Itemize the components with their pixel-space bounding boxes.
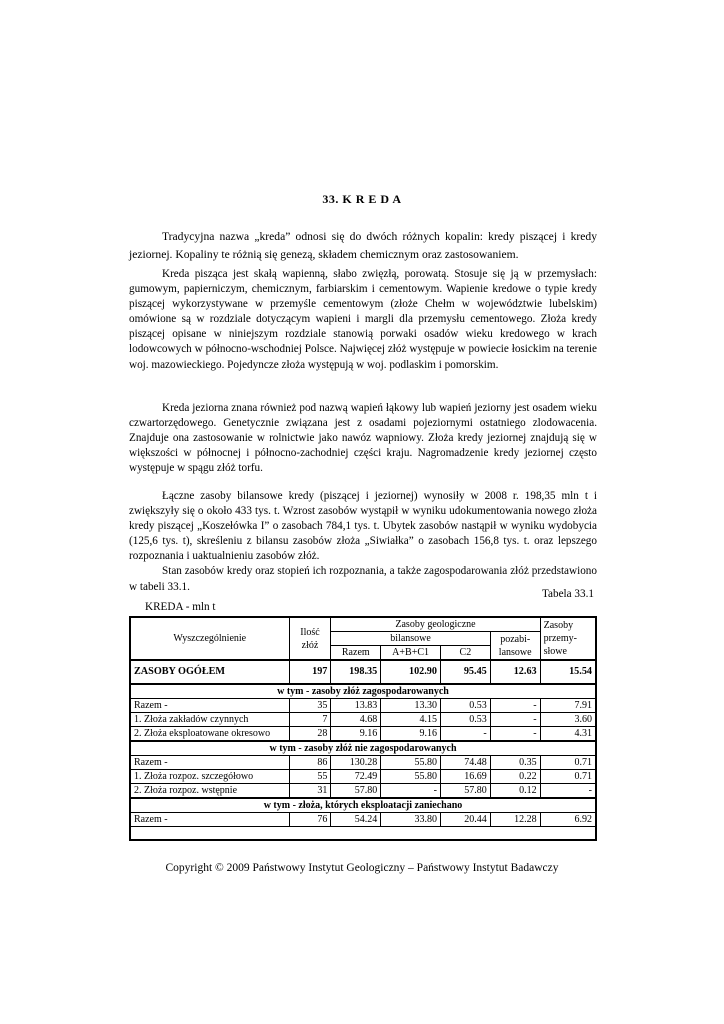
table-cell: 1. Złoża zakładów czynnych bbox=[130, 713, 289, 727]
table-cell: 0.53 bbox=[440, 713, 490, 727]
table-cell: 12.28 bbox=[490, 813, 540, 827]
table-spacer-row bbox=[130, 827, 596, 841]
section-title: w tym - zasoby złóż nie zagospodarowanych bbox=[130, 741, 596, 756]
table-cell: 130.28 bbox=[331, 756, 381, 770]
table-row bbox=[130, 756, 596, 770]
table-number: Tabela 33.1 bbox=[541, 588, 594, 600]
page-title: 33. K R E D A bbox=[322, 192, 402, 206]
table-cell: 1. Złoża rozpoz. szczegółowo bbox=[130, 770, 289, 784]
table-cell: 12.63 bbox=[490, 660, 540, 684]
header-pozabilansowe: pozabi- lansowe bbox=[490, 632, 540, 661]
table-cell: 9.16 bbox=[331, 727, 381, 742]
table-cell: 6.92 bbox=[540, 813, 596, 827]
table-cell: 35 bbox=[289, 699, 331, 713]
table-cell: 15.54 bbox=[540, 660, 596, 684]
header-abc1: A+B+C1 bbox=[381, 646, 441, 661]
table-cell: 55.80 bbox=[381, 756, 441, 770]
table-row bbox=[130, 713, 596, 727]
table-cell: 31 bbox=[289, 784, 331, 799]
table-cell: 74.48 bbox=[440, 756, 490, 770]
table-header-row bbox=[130, 617, 596, 632]
section-heading-row bbox=[130, 741, 596, 756]
table-cell: - bbox=[490, 713, 540, 727]
table-cell: 16.69 bbox=[440, 770, 490, 784]
table-cell: 57.80 bbox=[331, 784, 381, 799]
paragraph-writing-chalk: Kreda pisząca jest skałą wapienną, słabo zwięzłą, porowatą. Stosuje się ją w przemysłach: gumowym, papierniczym, chemicznym, farbiarskim i cementowym. Wapienie kredowe o typie kredy piszącej wykorzystywane w przemyśle cementowym (złoże Chełm w województwie lubelskim) omówione są w rozdziale dotyczącym wapieni i margli dla przemysłu cementowego. Złoża kredy piszącej opisane w niniejszym rozdziale stanowią porwaki osadów wieku kredowego w krach lodowcowych w północno-wschodniej Polsce. Najwięcej złóż występuje w powiecie łosickim na terenie woj. mazowieckiego. Pojedyncze złoża występują w woj. podlaskim i pomorskim. bbox=[129, 268, 597, 371]
table-cell: 7.91 bbox=[540, 699, 596, 713]
header-bilansowe: bilansowe bbox=[331, 632, 490, 646]
table-row bbox=[130, 813, 596, 827]
table-cell: - bbox=[490, 699, 540, 713]
section-title: w tym - złoża, których eksploatacji zaniechano bbox=[130, 798, 596, 813]
table-cell: 3.60 bbox=[540, 713, 596, 727]
table-cell: 20.44 bbox=[440, 813, 490, 827]
table-unit-caption: KREDA - mln t bbox=[145, 601, 216, 613]
copyright-footer: Copyright © 2009 Państwowy Instytut Geologiczny – Państwowy Instytut Badawczy bbox=[165, 862, 559, 874]
table-cell: Razem - bbox=[130, 813, 289, 827]
table-cell: 0.35 bbox=[490, 756, 540, 770]
table-cell: 198.35 bbox=[331, 660, 381, 684]
table-cell: 2. Złoża rozpoz. wstępnie bbox=[130, 784, 289, 799]
header-zasoby-przemyslowe: Zasoby przemy- słowe bbox=[540, 617, 596, 660]
table-cell: 2. Złoża eksploatowane okresowo bbox=[130, 727, 289, 742]
table-row bbox=[130, 699, 596, 713]
resources-table bbox=[129, 616, 597, 841]
paragraph-lake-chalk: Kreda jeziorna znana również pod nazwą wapień łąkowy lub wapień jeziorny jest osadem wieku czwartorzędowego. Genetycznie związana jest z osadami pojeziornymi ostatniego zlodowacenia. Znajduje ona zastosowanie w rolnictwie jako nawóz wapniowy. Złoża kredy jeziornej znajdują się w większości w północnej i północno-zachodniej części kraju. Nagromadzenie kredy jeziornej często występuje w spągu złóż torfu. bbox=[129, 402, 597, 475]
table-cell: ZASOBY OGÓŁEM bbox=[130, 660, 289, 684]
table-cell: 0.53 bbox=[440, 699, 490, 713]
table-cell: Razem - bbox=[130, 699, 289, 713]
table-cell: 33.80 bbox=[381, 813, 441, 827]
table-cell: 0.71 bbox=[540, 770, 596, 784]
table-spacer bbox=[130, 827, 596, 841]
table-cell: 0.71 bbox=[540, 756, 596, 770]
table-cell: 4.68 bbox=[331, 713, 381, 727]
table-cell: 57.80 bbox=[440, 784, 490, 799]
table-cell: 0.22 bbox=[490, 770, 540, 784]
table-cell: 0.12 bbox=[490, 784, 540, 799]
table-cell: - bbox=[540, 784, 596, 799]
table-cell: 4.15 bbox=[381, 713, 441, 727]
section-heading-row bbox=[130, 684, 596, 699]
table-cell: 4.31 bbox=[540, 727, 596, 742]
header-zasoby-geologiczne: Zasoby geologiczne bbox=[331, 617, 540, 632]
header-ilosc: Ilość złóż bbox=[289, 617, 331, 660]
table-row bbox=[130, 770, 596, 784]
section-title: w tym - zasoby złóż zagospodarowanych bbox=[130, 684, 596, 699]
table-cell: 9.16 bbox=[381, 727, 441, 742]
header-wyszczegolnienie: Wyszczególnienie bbox=[130, 617, 289, 660]
table-cell: 28 bbox=[289, 727, 331, 742]
header-razem: Razem bbox=[331, 646, 381, 661]
table-cell: 72.49 bbox=[331, 770, 381, 784]
table-cell: 197 bbox=[289, 660, 331, 684]
table-cell: - bbox=[490, 727, 540, 742]
table-cell: 13.83 bbox=[331, 699, 381, 713]
header-c2: C2 bbox=[440, 646, 490, 661]
table-cell: 13.30 bbox=[381, 699, 441, 713]
table-cell: 7 bbox=[289, 713, 331, 727]
paragraph-resources: Łączne zasoby bilansowe kredy (piszącej i jeziornej) wynosiły w 2008 r. 198,35 mln t i zwiększyły się o około 433 tys. t. Wzrost zasobów wystąpił w wyniku udokumentowania nowego złoża kredy piszącej „Koszełówka I” o zasobach 784,1 tys. t. Ubytek zasobów nastąpił w wyniku wydobycia (125,6 tys. t), skreśleniu z bilansu zasobów złoża „Siwiałka” o zasobach 156,8 tys. t. oraz lepszego rozpoznania i uaktualnieniu zasobów złóż. Stan zasobów kredy oraz stopień ich rozpoznania, a także zagospodarowania złóż przedstawiono w tabeli 33.1. bbox=[129, 490, 597, 593]
table-cell: - bbox=[381, 784, 441, 799]
table-row bbox=[130, 727, 596, 742]
table-cell: 86 bbox=[289, 756, 331, 770]
table-total-row bbox=[130, 660, 596, 684]
table-row bbox=[130, 784, 596, 799]
table-cell: 55 bbox=[289, 770, 331, 784]
paragraph-intro: Tradycyjna nazwa „kreda” odnosi się do dwóch różnych kopalin: kredy piszącej i kredy jeziornej. Kopaliny te różnią się genezą, składem chemicznym oraz zastosowaniem. bbox=[129, 230, 597, 261]
section-heading-row bbox=[130, 798, 596, 813]
table-cell: 102.90 bbox=[381, 660, 441, 684]
table-cell: - bbox=[440, 727, 490, 742]
table-cell: 55.80 bbox=[381, 770, 441, 784]
table-cell: 54.24 bbox=[331, 813, 381, 827]
table-cell: Razem - bbox=[130, 756, 289, 770]
table-cell: 76 bbox=[289, 813, 331, 827]
table-cell: 95.45 bbox=[440, 660, 490, 684]
